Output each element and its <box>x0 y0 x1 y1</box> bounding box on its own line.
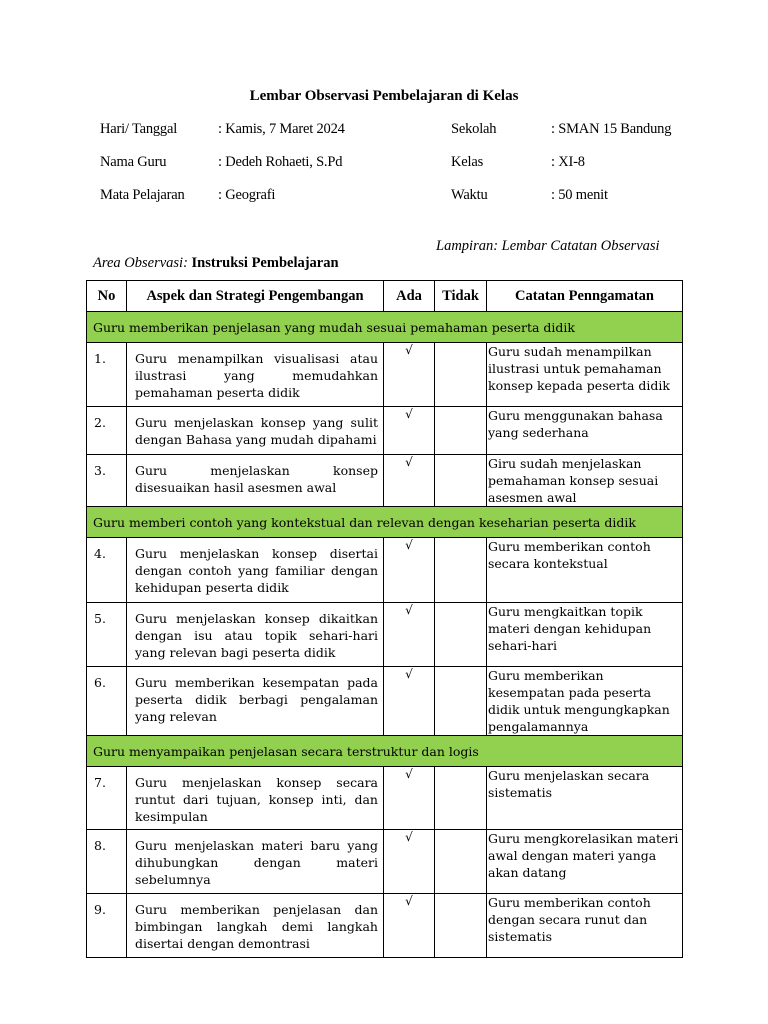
section-header-row <box>87 507 683 538</box>
sekolah-value: : SMAN 15 Bandung <box>551 121 672 137</box>
row-tidak <box>435 343 487 407</box>
row-catatan: Guru memberikan contoh dengan secara runut dan sistematis <box>487 894 683 958</box>
table-row <box>87 538 683 603</box>
row-tidak <box>435 407 487 455</box>
row-tidak <box>435 455 487 507</box>
row-number: 2. <box>87 407 127 455</box>
row-ada-checkmark: √ <box>384 603 435 667</box>
table-row <box>87 455 683 507</box>
row-catatan: Giru sudah menjelaskan pemahaman konsep sesuai asesmen awal <box>487 455 683 507</box>
row-ada-checkmark: √ <box>384 767 435 830</box>
row-ada-checkmark: √ <box>384 830 435 894</box>
row-ada-checkmark: √ <box>384 538 435 603</box>
area-observasi <box>93 255 339 272</box>
row-tidak <box>435 667 487 736</box>
row-catatan: Guru mengkaitkan topik materi dengan kehidupan sehari-hari <box>487 603 683 667</box>
row-tidak <box>435 538 487 603</box>
row-tidak <box>435 894 487 958</box>
row-aspek: Guru menampilkan visualisasi atau ilustrasi yang memudahkan pemahaman peserta didik <box>127 343 384 407</box>
row-tidak <box>435 603 487 667</box>
mata-pelajaran-value: : Geografi <box>218 187 276 203</box>
row-aspek: Guru menjelaskan konsep disesuaikan hasil asesmen awal <box>127 455 384 507</box>
row-number: 6. <box>87 667 127 736</box>
document-title: Lembar Observasi Pembelajaran di Kelas <box>249 88 519 104</box>
header-aspek: Aspek dan Strategi Pengembangan <box>127 281 384 312</box>
observation-table <box>86 280 683 958</box>
row-number: 1. <box>87 343 127 407</box>
row-catatan: Guru menggunakan bahasa yang sederhana <box>487 407 683 455</box>
row-aspek: Guru menjelaskan konsep dikaitkan dengan isu atau topik sehari-hari yang relevan bagi peserta didik <box>127 603 384 667</box>
row-ada-checkmark: √ <box>384 455 435 507</box>
section-title: Guru memberi contoh yang kontekstual dan relevan dengan keseharian peserta didik <box>87 507 683 538</box>
row-catatan: Guru memberikan kesempatan pada peserta didik untuk mengungkapkan pengalamannya <box>487 667 683 736</box>
hari-tanggal-label: Hari/ Tanggal <box>100 121 178 137</box>
kelas-label: Kelas <box>451 154 484 170</box>
row-aspek: Guru menjelaskan konsep disertai dengan contoh yang familiar dengan kehidupan peserta didik <box>127 538 384 603</box>
area-observasi-value: Instruksi Pembelajaran <box>191 255 339 271</box>
row-ada-checkmark: √ <box>384 407 435 455</box>
waktu-label: Waktu <box>451 187 488 203</box>
row-catatan: Guru mengkorelasikan materi awal dengan materi yanga akan datang <box>487 830 683 894</box>
row-tidak <box>435 767 487 830</box>
row-number: 8. <box>87 830 127 894</box>
sekolah-label: Sekolah <box>451 121 497 137</box>
row-number: 3. <box>87 455 127 507</box>
row-aspek: Guru menjelaskan konsep yang sulit dengan Bahasa yang mudah dipahami <box>127 407 384 455</box>
waktu-value: : 50 menit <box>551 187 608 203</box>
header-no: No <box>87 281 127 312</box>
row-ada-checkmark: √ <box>384 343 435 407</box>
table-row <box>87 894 683 958</box>
nama-guru-value: : Dedeh Rohaeti, S.Pd <box>218 154 343 170</box>
row-number: 4. <box>87 538 127 603</box>
lampiran-note: Lampiran: Lembar Catatan Observasi <box>436 238 660 254</box>
section-title: Guru menyampaikan penjelasan secara terstruktur dan logis <box>87 736 683 767</box>
row-aspek: Guru menjelaskan konsep secara runtut dari tujuan, konsep inti, dan kesimpulan <box>127 767 384 830</box>
section-title: Guru memberikan penjelasan yang mudah sesuai pemahaman peserta didik <box>87 312 683 343</box>
header-tidak: Tidak <box>435 281 487 312</box>
mata-pelajaran-label: Mata Pelajaran <box>100 187 185 203</box>
row-aspek: Guru memberikan kesempatan pada peserta didik berbagi pengalaman yang relevan <box>127 667 384 736</box>
table-row <box>87 767 683 830</box>
row-aspek: Guru menjelaskan materi baru yang dihubungkan dengan materi sebelumnya <box>127 830 384 894</box>
section-header-row <box>87 736 683 767</box>
hari-tanggal-value: : Kamis, 7 Maret 2024 <box>218 121 345 137</box>
table-row <box>87 343 683 407</box>
row-tidak <box>435 830 487 894</box>
row-number: 9. <box>87 894 127 958</box>
area-observasi-label: Area Observasi: <box>93 255 188 271</box>
table-row <box>87 407 683 455</box>
row-catatan: Guru sudah menampilkan ilustrasi untuk pemahaman konsep kepada peserta didik <box>487 343 683 407</box>
row-aspek: Guru memberikan penjelasan dan bimbingan langkah demi langkah disertai dengan demontrasi <box>127 894 384 958</box>
header-catatan: Catatan Penngamatan <box>487 281 683 312</box>
nama-guru-label: Nama Guru <box>100 154 167 170</box>
section-header-row <box>87 312 683 343</box>
row-catatan: Guru memberikan contoh secara kontekstual <box>487 538 683 603</box>
row-number: 5. <box>87 603 127 667</box>
kelas-value: : XI-8 <box>551 154 585 170</box>
row-number: 7. <box>87 767 127 830</box>
header-ada: Ada <box>384 281 435 312</box>
table-header-row <box>87 281 683 312</box>
row-catatan: Guru menjelaskan secara sistematis <box>487 767 683 830</box>
table-row <box>87 830 683 894</box>
row-ada-checkmark: √ <box>384 667 435 736</box>
table-row <box>87 667 683 736</box>
row-ada-checkmark: √ <box>384 894 435 958</box>
table-row <box>87 603 683 667</box>
